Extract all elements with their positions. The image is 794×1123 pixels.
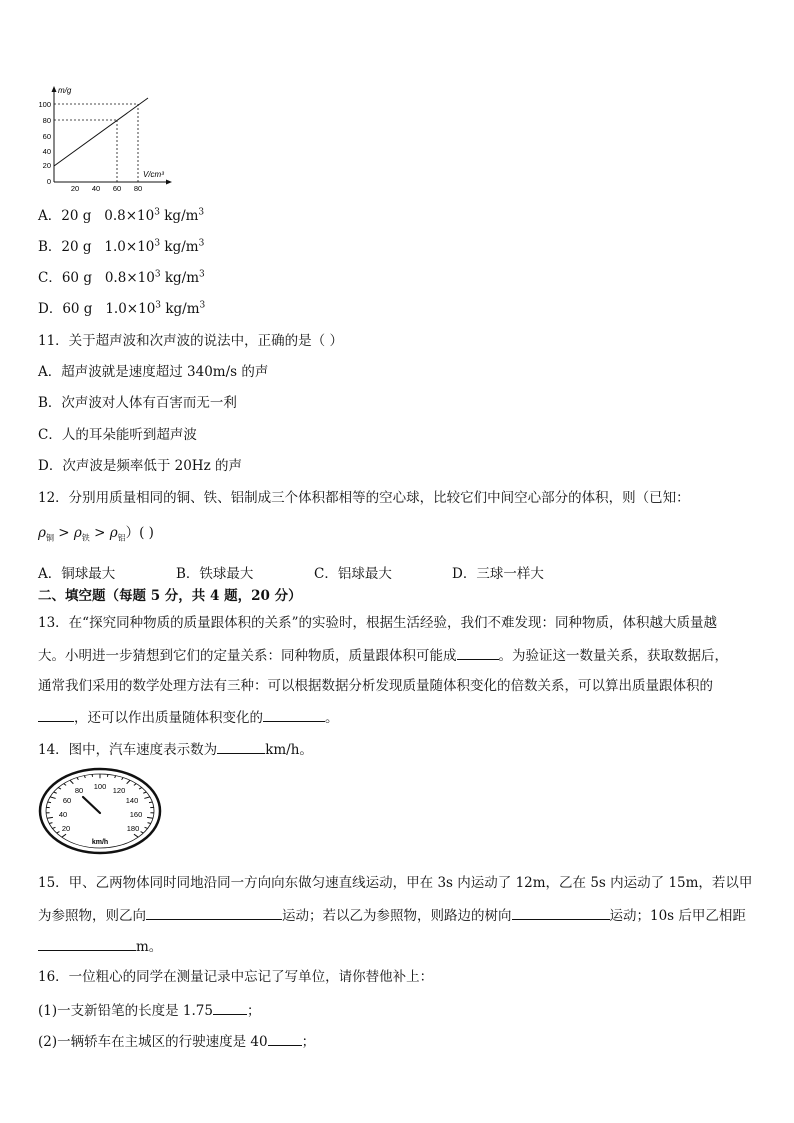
- q15-line-2: 为参照物，则乙向 运动；若以乙为参照物，则路边的树向 运动；10s 后甲乙相距: [38, 905, 746, 925]
- dial-tick: [141, 832, 144, 833]
- section-heading: 二、填空题（每题 5 分，共 4 题，20 分）: [38, 588, 302, 604]
- speedometer-dial: [36, 766, 164, 856]
- dial-tick: [122, 778, 123, 780]
- dial-tick: [145, 827, 148, 828]
- y-tick: 20: [42, 161, 51, 170]
- x-tick: 20: [70, 184, 80, 193]
- q15-line-3: m。: [38, 936, 162, 956]
- x-axis-label: V/cm³: [143, 170, 164, 179]
- dial-tick: [149, 802, 152, 803]
- dial-tick: [64, 784, 66, 786]
- dial-tick: [134, 834, 138, 837]
- q10-option-b: B．20 g $1.0\times 10^3$ $kg/m^3$: [38, 238, 205, 255]
- q15-line-1: 15．甲、乙两物体同时同地沿同一方向向东做匀速直线运动，甲在 3s 内运动了 12m，乙在 5s 内运动了 15m，若以甲: [38, 875, 753, 891]
- q12-stem: 12．分别用质量相同的铜、铁、铝制成三个体积都相等的空心球，比较它们中间空心部分的体积，则（已知：: [38, 490, 690, 506]
- q11-option-a: A．超声波就是速度超过 340m/s 的声: [38, 364, 269, 380]
- dial-tick: [58, 788, 61, 790]
- dial-tick: [70, 780, 73, 783]
- q13-line-3: 通常我们采用的数学处理方法有三种：可以根据数据分析发现质量随体积变化的倍数关系，可以算出质量跟体积的: [38, 678, 713, 694]
- dial-tick: [52, 827, 55, 828]
- q13-line-1: 13．在“探究同种物质的质量跟体积的关系”的实验时，根据生活经验，我们不难发现：同种物质，体积越大质量越: [38, 615, 717, 631]
- dial-number: 100: [93, 782, 107, 791]
- dial-tick: [147, 817, 153, 818]
- dial-tick: [77, 778, 78, 780]
- q12-option-b: B．铁球最大: [176, 566, 254, 582]
- graph-line: [54, 98, 148, 166]
- q16-stem: 16．一位粗心的同学在测量记录中忘记了写单位，请你替他补上：: [38, 969, 434, 985]
- dial-number: 160: [129, 810, 143, 819]
- q12-option-d: D．三球一样大: [452, 566, 544, 582]
- y-tick: 0: [46, 177, 51, 186]
- y-tick: 40: [42, 147, 51, 156]
- q12-density-relation: $\rho_铜 > \rho_铁 > \rho_铝$）( ): [38, 525, 154, 543]
- q12-option-a: A．铜球最大: [38, 566, 116, 582]
- dial-number: 40: [58, 810, 68, 819]
- dial-tick: [148, 823, 151, 824]
- y-axis-label: m/g: [58, 86, 72, 95]
- dial-number: 20: [61, 824, 71, 833]
- dial-number: 120: [112, 786, 126, 795]
- q16-part-2: (2)一辆轿车在主城区的行驶速度是 40 ；: [38, 1031, 315, 1051]
- answer-blank[interactable]: [268, 1031, 302, 1046]
- answer-blank[interactable]: [512, 905, 610, 920]
- q11-stem: 11．关于超声波和次声波的说法中，正确的是（ ）: [38, 333, 343, 349]
- q10-option-a: A．20 g $0.8\times 10^3$ $kg/m^3$: [38, 207, 205, 224]
- dial-tick: [92, 774, 93, 776]
- dial-tick: [107, 774, 108, 776]
- dial-tick: [115, 776, 116, 778]
- dial-number: 60: [62, 796, 72, 805]
- mass-volume-graph: [30, 84, 180, 194]
- dial-tick: [139, 788, 142, 790]
- dial-number: 140: [125, 796, 139, 805]
- answer-blank[interactable]: [213, 1000, 247, 1015]
- q11-option-d: D．次声波是频率低于 20Hz 的声: [38, 458, 242, 474]
- q13-line-4: ，还可以作出质量随体积变化的 。: [38, 707, 339, 727]
- answer-blank[interactable]: [263, 707, 325, 722]
- dial-tick: [62, 834, 66, 837]
- dial-unit: km/h: [91, 839, 109, 846]
- answer-blank[interactable]: [146, 905, 282, 920]
- y-tick: 100: [38, 100, 51, 109]
- answer-blank[interactable]: [38, 936, 136, 951]
- q11-option-b: B．次声波对人体有百害而无一利: [38, 395, 237, 411]
- y-tick: 80: [42, 116, 51, 125]
- dial-tick: [84, 776, 85, 778]
- answer-blank[interactable]: [457, 645, 499, 660]
- dial-tick: [48, 802, 51, 803]
- dial-tick: [47, 817, 53, 818]
- x-tick: 80: [133, 184, 143, 193]
- answer-blank[interactable]: [38, 707, 74, 722]
- q14-stem: 14．图中，汽车速度表示数为 km/h。: [38, 739, 313, 759]
- y-tick: 60: [42, 132, 51, 141]
- q10-option-c: C．60 g $0.8\times 10^3$ $kg/m^3$: [38, 269, 205, 286]
- dial-tick: [50, 797, 56, 799]
- q10-option-d: D．60 g $1.0\times 10^3$ $kg/m^3$: [38, 300, 206, 317]
- x-tick: 60: [112, 184, 122, 193]
- dial-tick: [134, 784, 136, 786]
- dial-tick: [143, 792, 146, 793]
- answer-blank[interactable]: [217, 739, 265, 754]
- q16-part-1: (1)一支新铅笔的长度是 1.75 ；: [38, 1000, 260, 1020]
- dial-tick: [49, 823, 52, 824]
- x-tick: 40: [91, 184, 101, 193]
- q13-line-2: 大。小明进一步猜想到它们的定量关系：同种物质，质量跟体积可能成 。为验证这一数量关系，获取数据后，: [38, 645, 728, 665]
- dial-tick: [57, 832, 60, 833]
- dial-number: 180: [126, 824, 140, 833]
- q12-option-c: C．铝球最大: [314, 566, 392, 582]
- dial-number: 80: [74, 786, 84, 795]
- dial-tick: [127, 780, 130, 783]
- q11-option-c: C．人的耳朵能听到超声波: [38, 427, 197, 443]
- needle: [83, 797, 100, 813]
- dial-tick: [144, 797, 150, 799]
- dial-tick: [54, 792, 57, 793]
